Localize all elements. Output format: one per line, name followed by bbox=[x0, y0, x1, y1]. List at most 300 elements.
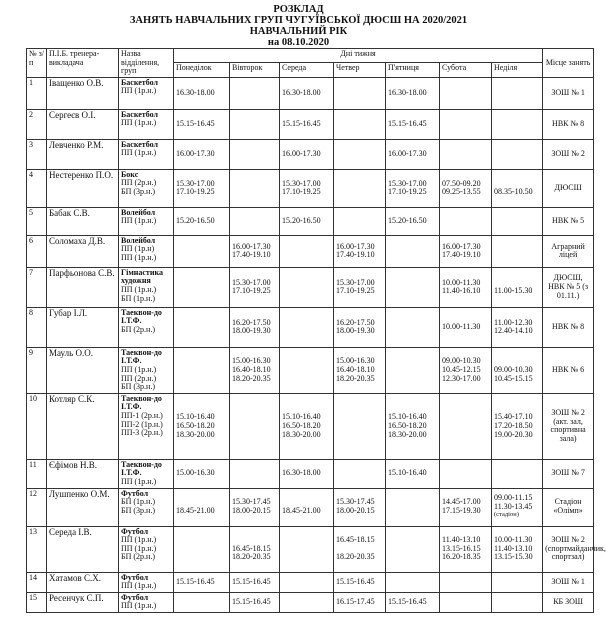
day-cell bbox=[334, 207, 386, 235]
table-row bbox=[27, 109, 594, 139]
time-line: 09.00-11.15 bbox=[494, 493, 533, 503]
day-cell bbox=[440, 393, 492, 459]
group-line: ПП (1р.н.) bbox=[121, 216, 157, 226]
time-line: 16.50-18.20 bbox=[282, 420, 321, 430]
header-day-wed: Середа bbox=[280, 63, 334, 77]
day-cell bbox=[334, 347, 386, 393]
section-groups bbox=[119, 77, 174, 109]
group-line: ПП-1 (2р.н.) bbox=[121, 410, 163, 420]
coach-name: Сергеєв О.І. bbox=[47, 109, 119, 139]
time-line: 14.45-17.00 bbox=[442, 497, 481, 507]
sport-name: Таеквон-до І.Т.Ф. bbox=[121, 347, 162, 366]
place-cell: ЗОШ № 2 (акт. зал, спортивна зала) bbox=[543, 393, 594, 459]
day-cell bbox=[174, 267, 230, 307]
day-cell bbox=[174, 235, 230, 267]
time-line: 15.00-16.30 bbox=[232, 356, 271, 366]
day-cell bbox=[440, 169, 492, 207]
day-cell bbox=[440, 459, 492, 488]
day-cell bbox=[334, 526, 386, 572]
day-cell bbox=[334, 77, 386, 109]
time-line: 10.00-11.30 bbox=[442, 321, 481, 331]
place-cell: ЗОШ № 1 bbox=[543, 77, 594, 109]
day-cell bbox=[440, 488, 492, 526]
day-cell bbox=[440, 526, 492, 572]
time-line: 16.00-17.30 bbox=[232, 241, 271, 251]
section-groups bbox=[119, 592, 174, 612]
time-line: 16.00-17.30 bbox=[336, 241, 375, 251]
group-line: БП (3р.н.) bbox=[121, 186, 155, 196]
day-cell bbox=[230, 459, 280, 488]
time-line: 17.40-19.10 bbox=[232, 250, 271, 260]
header-num: № з/п bbox=[27, 49, 47, 78]
place-cell: НВК № 6 bbox=[543, 347, 594, 393]
day-cell bbox=[174, 526, 230, 572]
group-line: ПП (1р.н.) bbox=[121, 476, 157, 486]
group-line: ПП (1р.н.) bbox=[121, 535, 157, 545]
time-line: 17.10-19.25 bbox=[388, 187, 427, 197]
sport-name: Баскетбол bbox=[121, 109, 159, 119]
time-line: 16.30-18.00 bbox=[176, 87, 215, 97]
time-line: 18.00-20.15 bbox=[336, 506, 375, 516]
time-line: 15.15-16.45 bbox=[176, 576, 215, 586]
time-line: 15.30-17.45 bbox=[336, 497, 375, 507]
time-line: 15.15-16.45 bbox=[336, 576, 375, 586]
row-number: 13 bbox=[27, 526, 47, 572]
time-line: 16.00-17.30 bbox=[442, 241, 481, 251]
time-line: 17.20-18.50 bbox=[494, 420, 533, 430]
coach-name: Лушпенко О.М. bbox=[47, 488, 119, 526]
time-line: 18.30-20.00 bbox=[282, 429, 321, 439]
day-cell bbox=[440, 347, 492, 393]
day-cell bbox=[174, 488, 230, 526]
day-cell bbox=[386, 572, 440, 592]
day-cell bbox=[174, 207, 230, 235]
row-number: 4 bbox=[27, 169, 47, 207]
time-line: 16.30-18.00 bbox=[282, 468, 321, 478]
time-line: 16.00-17.30 bbox=[176, 148, 215, 158]
time-line: 15.30-17.00 bbox=[282, 178, 321, 188]
time-line: 11.40-16.10 bbox=[442, 286, 481, 296]
day-cell bbox=[386, 77, 440, 109]
coach-name: Бабак С.В. bbox=[47, 207, 119, 235]
day-cell bbox=[492, 307, 543, 347]
time-line: 18.30-20.00 bbox=[388, 429, 427, 439]
table-row bbox=[27, 592, 594, 612]
day-cell bbox=[230, 592, 280, 612]
sport-name: Таеквон-до І.Т.Ф. bbox=[121, 459, 162, 478]
day-cell bbox=[174, 307, 230, 347]
time-line: 15.30-17.00 bbox=[388, 178, 427, 188]
day-cell bbox=[386, 109, 440, 139]
time-line: 16.15-17.45 bbox=[336, 597, 375, 607]
day-cell bbox=[492, 139, 543, 169]
day-cell bbox=[440, 307, 492, 347]
day-cell bbox=[334, 572, 386, 592]
time-line: 15.15-16.45 bbox=[232, 576, 271, 586]
time-line: 09.25-13.55 bbox=[442, 187, 481, 197]
row-number: 7 bbox=[27, 267, 47, 307]
day-cell bbox=[334, 109, 386, 139]
coach-name: Єфімов Н.В. bbox=[47, 459, 119, 488]
day-cell bbox=[386, 207, 440, 235]
sport-name: Футбол bbox=[121, 526, 149, 536]
header-day-sat: Субота bbox=[440, 63, 492, 77]
group-line: ПП (1р.н.) bbox=[121, 252, 157, 262]
day-cell bbox=[492, 572, 543, 592]
time-line: 18.00-19.30 bbox=[232, 326, 271, 336]
coach-name: Губар І.Л. bbox=[47, 307, 119, 347]
day-cell bbox=[280, 307, 334, 347]
sport-name: Бокс bbox=[121, 169, 139, 179]
time-line: 18.30-20.00 bbox=[176, 429, 215, 439]
time-line: 16.40-18.10 bbox=[232, 364, 271, 374]
day-cell bbox=[230, 393, 280, 459]
group-line: ПП (1р.н.) bbox=[121, 601, 157, 611]
day-cell bbox=[280, 207, 334, 235]
sport-name: Баскетбол bbox=[121, 77, 159, 87]
table-row bbox=[27, 459, 594, 488]
time-line: 15.30-17.00 bbox=[336, 277, 375, 287]
day-cell bbox=[334, 235, 386, 267]
day-cell bbox=[440, 77, 492, 109]
time-line: 11.30-13.45 bbox=[494, 501, 533, 511]
group-line: ПП (1р.н.) bbox=[121, 581, 157, 591]
time-line: 17.10-19.25 bbox=[282, 187, 321, 197]
table-row bbox=[27, 139, 594, 169]
time-line: 16.50-18.20 bbox=[388, 420, 427, 430]
row-number: 1 bbox=[27, 77, 47, 109]
time-line: 15.10-16.40 bbox=[176, 412, 215, 422]
section-groups bbox=[119, 347, 174, 393]
day-cell bbox=[334, 169, 386, 207]
day-cell bbox=[334, 307, 386, 347]
row-number: 2 bbox=[27, 109, 47, 139]
day-cell bbox=[334, 459, 386, 488]
row-number: 14 bbox=[27, 572, 47, 592]
schedule-table bbox=[26, 48, 606, 613]
day-cell bbox=[230, 207, 280, 235]
row-number: 8 bbox=[27, 307, 47, 347]
time-line: 13.15-15.30 bbox=[494, 552, 533, 562]
header-day-sun: Неділя bbox=[492, 63, 543, 77]
day-cell bbox=[386, 592, 440, 612]
group-line: БП (2р.н.) bbox=[121, 552, 155, 562]
place-cell: ЗОШ № 2 (спортмайданчик, спортзал) bbox=[543, 526, 594, 572]
day-cell bbox=[280, 393, 334, 459]
day-cell bbox=[386, 459, 440, 488]
time-line: 16.20-17.50 bbox=[336, 317, 375, 327]
sport-name: Таеквон-до І.Т.Ф. bbox=[121, 307, 162, 326]
time-line: 17.10-19.25 bbox=[176, 187, 215, 197]
day-cell bbox=[230, 488, 280, 526]
title-line-1: РОЗКЛАД bbox=[273, 4, 324, 15]
day-cell bbox=[174, 459, 230, 488]
coach-name: Левченко Р.М. bbox=[47, 139, 119, 169]
table-row bbox=[27, 572, 594, 592]
time-line: 15.10-16.40 bbox=[282, 412, 321, 422]
time-line: 16.40-18.10 bbox=[336, 364, 375, 374]
table-row bbox=[27, 169, 594, 207]
day-cell bbox=[174, 572, 230, 592]
header-day-mon: Понеділок bbox=[174, 63, 230, 77]
time-line: 17.40-19.10 bbox=[336, 250, 375, 260]
row-number: 12 bbox=[27, 488, 47, 526]
time-line: 15.10-16.40 bbox=[388, 412, 427, 422]
sport-name: Футбол bbox=[121, 572, 149, 582]
group-line: ПП-2 (1р.н.) bbox=[121, 419, 163, 429]
title-date: на 08.10.2020 bbox=[267, 37, 330, 48]
time-line: (стадіон) bbox=[494, 511, 519, 519]
time-line: 10.00-11.30 bbox=[494, 535, 533, 545]
time-line: 11.00-12.30 bbox=[494, 317, 533, 327]
table-row bbox=[27, 267, 594, 307]
table-row bbox=[27, 207, 594, 235]
day-cell bbox=[230, 307, 280, 347]
place-cell: НВК № 8 bbox=[543, 307, 594, 347]
time-line: 17.15-19.30 bbox=[442, 506, 481, 516]
place-cell: ЗОШ № 7 bbox=[543, 459, 594, 488]
time-line: 15.30-17.45 bbox=[232, 497, 271, 507]
day-cell bbox=[440, 267, 492, 307]
time-line: 15.10-16.40 bbox=[388, 468, 427, 478]
sport-name: Волейбол bbox=[121, 235, 156, 245]
day-cell bbox=[440, 207, 492, 235]
day-cell bbox=[280, 488, 334, 526]
day-cell bbox=[334, 592, 386, 612]
time-line: 07.50-09.20 bbox=[442, 178, 481, 188]
time-line: 18.20-20.35 bbox=[232, 373, 271, 383]
header-days-title: Дні тижня bbox=[174, 49, 543, 63]
time-line: 09.00-10.30 bbox=[442, 356, 481, 366]
day-cell bbox=[440, 235, 492, 267]
coach-name: Мауль О.О. bbox=[47, 347, 119, 393]
section-groups bbox=[119, 235, 174, 267]
group-line: БП (3р.н.) bbox=[121, 505, 155, 515]
table-row bbox=[27, 235, 594, 267]
header-day-thu: Четвер bbox=[334, 63, 386, 77]
sport-name: Волейбол bbox=[121, 207, 156, 217]
day-cell bbox=[334, 393, 386, 459]
time-line: 15.15-16.45 bbox=[232, 597, 271, 607]
day-cell bbox=[492, 526, 543, 572]
table-row bbox=[27, 307, 594, 347]
time-line: 16.30-18.00 bbox=[388, 87, 427, 97]
time-line: 15.15-16.45 bbox=[388, 118, 427, 128]
day-cell bbox=[280, 77, 334, 109]
section-groups bbox=[119, 307, 174, 347]
coach-name: Соломаха Д.В. bbox=[47, 235, 119, 267]
time-line: 12.30-17.00 bbox=[442, 373, 481, 383]
section-groups bbox=[119, 488, 174, 526]
title-line-3: НАВЧАЛЬНИЙ РІК bbox=[249, 26, 348, 37]
time-line: 16.45-18.15 bbox=[336, 535, 375, 545]
time-line: 11.40-13.10 bbox=[494, 543, 533, 553]
section-groups bbox=[119, 393, 174, 459]
time-line: 09.00-10.30 bbox=[494, 364, 533, 374]
time-line: 18.20-20.35 bbox=[232, 552, 271, 562]
day-cell bbox=[280, 139, 334, 169]
time-line: 17.40-19.10 bbox=[442, 250, 481, 260]
group-line: ПП-3 (2р.н.) bbox=[121, 428, 163, 438]
section-groups bbox=[119, 109, 174, 139]
day-cell bbox=[280, 459, 334, 488]
day-cell bbox=[440, 592, 492, 612]
time-line: 18.45-21.00 bbox=[176, 506, 215, 516]
day-cell bbox=[386, 488, 440, 526]
day-cell bbox=[386, 139, 440, 169]
table-row bbox=[27, 393, 594, 459]
header-place: Місце занять bbox=[543, 49, 594, 78]
day-cell bbox=[280, 347, 334, 393]
day-cell bbox=[492, 207, 543, 235]
time-line: 15.40-17.10 bbox=[494, 412, 533, 422]
header-day-tue: Вівторок bbox=[230, 63, 280, 77]
time-line: 15.20-16.50 bbox=[176, 215, 215, 225]
time-line: 17.10-19.25 bbox=[336, 286, 375, 296]
row-number: 10 bbox=[27, 393, 47, 459]
day-cell bbox=[230, 169, 280, 207]
group-line: ПП (1р.н.) bbox=[121, 364, 157, 374]
time-line: 16.45-18.15 bbox=[232, 543, 271, 553]
group-line: ПП (2р.н.) bbox=[121, 178, 157, 188]
row-number: 9 bbox=[27, 347, 47, 393]
day-cell bbox=[174, 393, 230, 459]
coach-name: Іващенко О.В. bbox=[47, 77, 119, 109]
sport-name: Баскетбол bbox=[121, 139, 159, 149]
day-cell bbox=[230, 139, 280, 169]
day-cell bbox=[280, 526, 334, 572]
sport-name: Футбол bbox=[121, 488, 149, 498]
day-cell bbox=[230, 526, 280, 572]
place-cell: ДЮСШ bbox=[543, 169, 594, 207]
time-line: 10.45-15.15 bbox=[494, 373, 533, 383]
day-cell bbox=[492, 109, 543, 139]
time-line: 18.45-21.00 bbox=[282, 506, 321, 516]
day-cell bbox=[386, 526, 440, 572]
day-cell bbox=[280, 592, 334, 612]
coach-name: Хатамов С.Х. bbox=[47, 572, 119, 592]
day-cell bbox=[386, 169, 440, 207]
time-line: 12.40-14.10 bbox=[494, 326, 533, 336]
day-cell bbox=[492, 267, 543, 307]
place-cell: НВК № 8 bbox=[543, 109, 594, 139]
day-cell bbox=[492, 347, 543, 393]
day-cell bbox=[230, 572, 280, 592]
place-cell: Аграрний ліцей bbox=[543, 235, 594, 267]
coach-name: Парфьонова С.В. bbox=[47, 267, 119, 307]
section-groups bbox=[119, 572, 174, 592]
group-line: БП (2р.н.) bbox=[121, 324, 155, 334]
sport-name: Футбол bbox=[121, 592, 149, 602]
header-section: Назва відділення, груп bbox=[119, 49, 174, 78]
table-row bbox=[27, 347, 594, 393]
day-cell bbox=[334, 267, 386, 307]
time-line: 16.00-17.30 bbox=[282, 148, 321, 158]
day-cell bbox=[492, 393, 543, 459]
time-line: 19.00-20.30 bbox=[494, 429, 533, 439]
day-cell bbox=[230, 347, 280, 393]
row-number: 15 bbox=[27, 592, 47, 612]
section-groups bbox=[119, 207, 174, 235]
day-cell bbox=[492, 169, 543, 207]
day-cell bbox=[334, 139, 386, 169]
time-line: 15.15-16.45 bbox=[388, 597, 427, 607]
coach-name: Нестеренко П.О. bbox=[47, 169, 119, 207]
day-cell bbox=[280, 169, 334, 207]
day-cell bbox=[230, 77, 280, 109]
day-cell bbox=[174, 139, 230, 169]
row-number: 6 bbox=[27, 235, 47, 267]
time-line: 18.00-19.30 bbox=[336, 326, 375, 336]
table-row bbox=[27, 488, 594, 526]
place-cell: Стадіон «Олімп» bbox=[543, 488, 594, 526]
time-line: 15.15-16.45 bbox=[282, 118, 321, 128]
place-cell: ЗОШ № 2 bbox=[543, 139, 594, 169]
title-line-2: ЗАНЯТЬ НАВЧАЛЬНИХ ГРУП ЧУГУЇВСЬКОЇ ДЮСШ НА 2020/2021 bbox=[129, 15, 468, 26]
row-number: 3 bbox=[27, 139, 47, 169]
time-line: 15.20-16.50 bbox=[282, 215, 321, 225]
section-groups bbox=[119, 169, 174, 207]
day-cell bbox=[386, 307, 440, 347]
time-line: 11.00-15.30 bbox=[494, 286, 533, 296]
day-cell bbox=[174, 169, 230, 207]
time-line: 15.00-16.30 bbox=[336, 356, 375, 366]
group-line: БП (3р.н.) bbox=[121, 382, 155, 392]
day-cell bbox=[386, 267, 440, 307]
place-cell: КБ ЗОШ bbox=[543, 592, 594, 612]
day-cell bbox=[334, 488, 386, 526]
time-line: 13.15-16.15 bbox=[442, 543, 481, 553]
day-cell bbox=[174, 109, 230, 139]
time-line: 16.30-18.00 bbox=[282, 87, 321, 97]
time-line: 16.00-17.30 bbox=[388, 148, 427, 158]
day-cell bbox=[492, 235, 543, 267]
row-number: 11 bbox=[27, 459, 47, 488]
coach-name: Котляр С.К. bbox=[47, 393, 119, 459]
day-cell bbox=[174, 347, 230, 393]
time-line: 15.20-16.50 bbox=[388, 215, 427, 225]
table-row bbox=[27, 77, 594, 109]
group-line: БП (1р.н.) bbox=[121, 497, 155, 507]
time-line: 16.20-18.35 bbox=[442, 552, 481, 562]
day-cell bbox=[440, 572, 492, 592]
coach-name: Середа І.В. bbox=[47, 526, 119, 572]
group-line: ПП (2р.н.) bbox=[121, 373, 157, 383]
day-cell bbox=[386, 393, 440, 459]
group-line: ПП (1р.н.) bbox=[121, 543, 157, 553]
time-line: 18.20-20.35 bbox=[336, 552, 375, 562]
group-line: ПП (1р.н.) bbox=[121, 148, 157, 158]
section-groups bbox=[119, 526, 174, 572]
table-row bbox=[27, 526, 594, 572]
day-cell bbox=[280, 235, 334, 267]
day-cell bbox=[492, 459, 543, 488]
time-line: 18.20-20.35 bbox=[336, 373, 375, 383]
section-groups bbox=[119, 139, 174, 169]
header-day-fri: П'ятниця bbox=[386, 63, 440, 77]
document-header bbox=[0, 0, 597, 48]
time-line: 10.45-12.15 bbox=[442, 364, 481, 374]
time-line: 15.00-16.30 bbox=[176, 468, 215, 478]
place-cell: НВК № 5 bbox=[543, 207, 594, 235]
time-line: 15.15-16.45 bbox=[176, 118, 215, 128]
day-cell bbox=[386, 347, 440, 393]
day-cell bbox=[440, 109, 492, 139]
place-cell: ЗОШ № 1 bbox=[543, 572, 594, 592]
sport-name: Таеквон-до І.Т.Ф. bbox=[121, 393, 162, 412]
day-cell bbox=[440, 139, 492, 169]
time-line: 10.00-11.30 bbox=[442, 277, 481, 287]
